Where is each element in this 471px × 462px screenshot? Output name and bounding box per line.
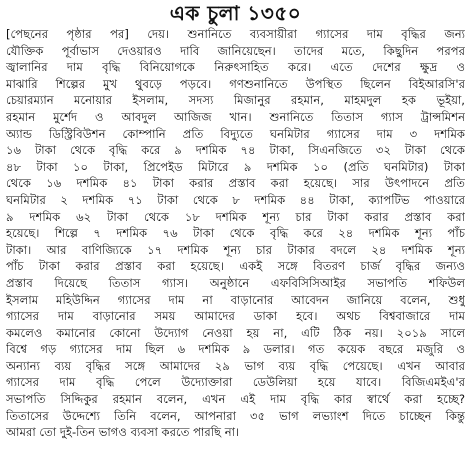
article-line: অ্যান্ড ডিস্ট্রিবিউশন কোম্পানি প্রতি বিদ্যুতে ঘনমিটার গ্যাসের দাম ৩ দশমিক: [6, 126, 465, 141]
article-line: ইসলাম মহিউদ্দিন গ্যাসের দাম না বাড়ানোর আবেদন জানিয়ে বলেন, শুধু: [6, 292, 465, 307]
article-line: কমলেও কমানোর কোনো উদ্যোগ নেওয়া হয় না, এটি ঠিক নয়। ২০১৯ সালে: [6, 325, 465, 340]
article-line: জ্বালানির দাম বৃদ্ধি বিনিয়োগকে নিরুৎসাহিত করে। এতে দেশের ক্ষুদ্র ও: [6, 60, 465, 75]
article-line-last: আমরা তো দুই-তিন ভাগও ব্যবসা করতে পারছি না।: [6, 425, 240, 440]
article-line: হয়েছে। শিল্পে ৭ দশমিক ৭৬ টাকা থেকে বৃদ্ধি করে ২৪ দশমিক শূন্য পাঁচ: [6, 226, 465, 241]
article-line: গ্যাসের দাম বাড়ানোর সময় আমাদের ডাকা হবে। অথচ বিশ্ববাজারে দাম: [6, 309, 465, 324]
article-line: পাঁচ টাকা করার প্রস্তাব করা হয়েছে। একই সঙ্গে বিতরণ চার্জ বৃদ্ধির জন্যও: [6, 259, 465, 274]
article-line: তিতাসের উদ্দেশ্যে তিনি বলেন, আপনারা ৩৫ ভাগ লভ্যাংশ দিতে চাচ্ছেন কিন্তু: [6, 408, 465, 423]
article-body: [6, 26, 465, 441]
article-line: চেয়ারম্যান মনোয়ার ইসলাম, সদস্য মিজানুর রহমান, মাহমদুল হক ভূইয়া,: [6, 93, 465, 108]
article-line: সভাপতি সিদ্দিকুর রহমান বলেন, এখন এই দাম বৃদ্ধি কার স্বার্থে করা হচ্ছে?: [6, 392, 465, 407]
article-line: থেকে ১৬ দশমিক ৪১ টাকা করার প্রস্তাব করা হয়েছে। সার উৎপাদনে প্রতি: [6, 176, 465, 191]
article-line: টাকা। আর বাণিজ্যিকে ১৭ দশমিক শূন্য চার টাকার বদলে ২৪ দশমিক শূন্য: [6, 242, 465, 257]
article-line: যৌক্তিক পূর্বাভাস দেওয়ারও দাবি জানিয়েছেন। তাদের মতে, কিছুদিন পরপর: [6, 43, 465, 58]
article-line: ১৬ টাকা থেকে বৃদ্ধি করে ৯ দশমিক ৭৪ টাকা, সিএনজিতে ৩২ টাকা থেকে: [6, 143, 465, 158]
headline: এক চুলা ১৩৫০: [169, 1, 302, 25]
article-line: প্রস্তাব দিয়েছে তিতাস গ্যাস। অনুষ্ঠানে এফবিসিসিআইর সভাপতি শফিউল: [6, 275, 465, 290]
article-line: ৯ দশমিক ৬২ টাকা থেকে ১৮ দশমিক শূন্য চার টাকা করার প্রস্তাব করা: [6, 209, 465, 224]
article-line: মাঝারি শিল্পের মুখ থুবড়ে পড়বে। গণশুনানিতে উপস্থিত ছিলেন বিইআরসি'র: [6, 76, 465, 91]
article-line: অন্যান্য ব্যয় বৃদ্ধির সঙ্গে আমাদের ২৯ ভাগ ব্যয় বৃদ্ধি পেয়েছে। এখন আবার: [6, 358, 465, 373]
article-line: ৪৮ টাকা ১০ টাকা, প্রিপেইড মিটারে ৯ দশমিক ১০ (প্রতি ঘনমিটার) টাকা: [6, 159, 465, 174]
article-line: বিশ্বে গড় গ্যাসের দাম ছিল ৬ দশমিক ৯ ডলার। গত কয়েক বছরে মজুরি ও: [6, 342, 465, 357]
article-line: ঘনমিটার ২ দশমিক ৭১ টাকা থেকে ৮ দশমিক ৪৪ টাকা, ক্যাপটিভ পাওয়ারে: [6, 192, 465, 207]
article-line: [পেছনের পৃষ্ঠার পর] দেয়। শুনানিতে ব্যবসায়ীরা গ্যাসের দাম বৃদ্ধির জন্য: [6, 27, 465, 41]
article-line: গ্যাসের দাম বৃদ্ধি পেলে উদ্যোক্তারা ডেউলিয়া হয়ে যাবে। বিজিএমইএ'র: [6, 375, 465, 390]
article-line: রহমান মুর্শেদ ও আবদুল আজিজ খান। শুনানিতে তিতাস গ্যাস ট্রান্সমিশন: [6, 109, 465, 124]
